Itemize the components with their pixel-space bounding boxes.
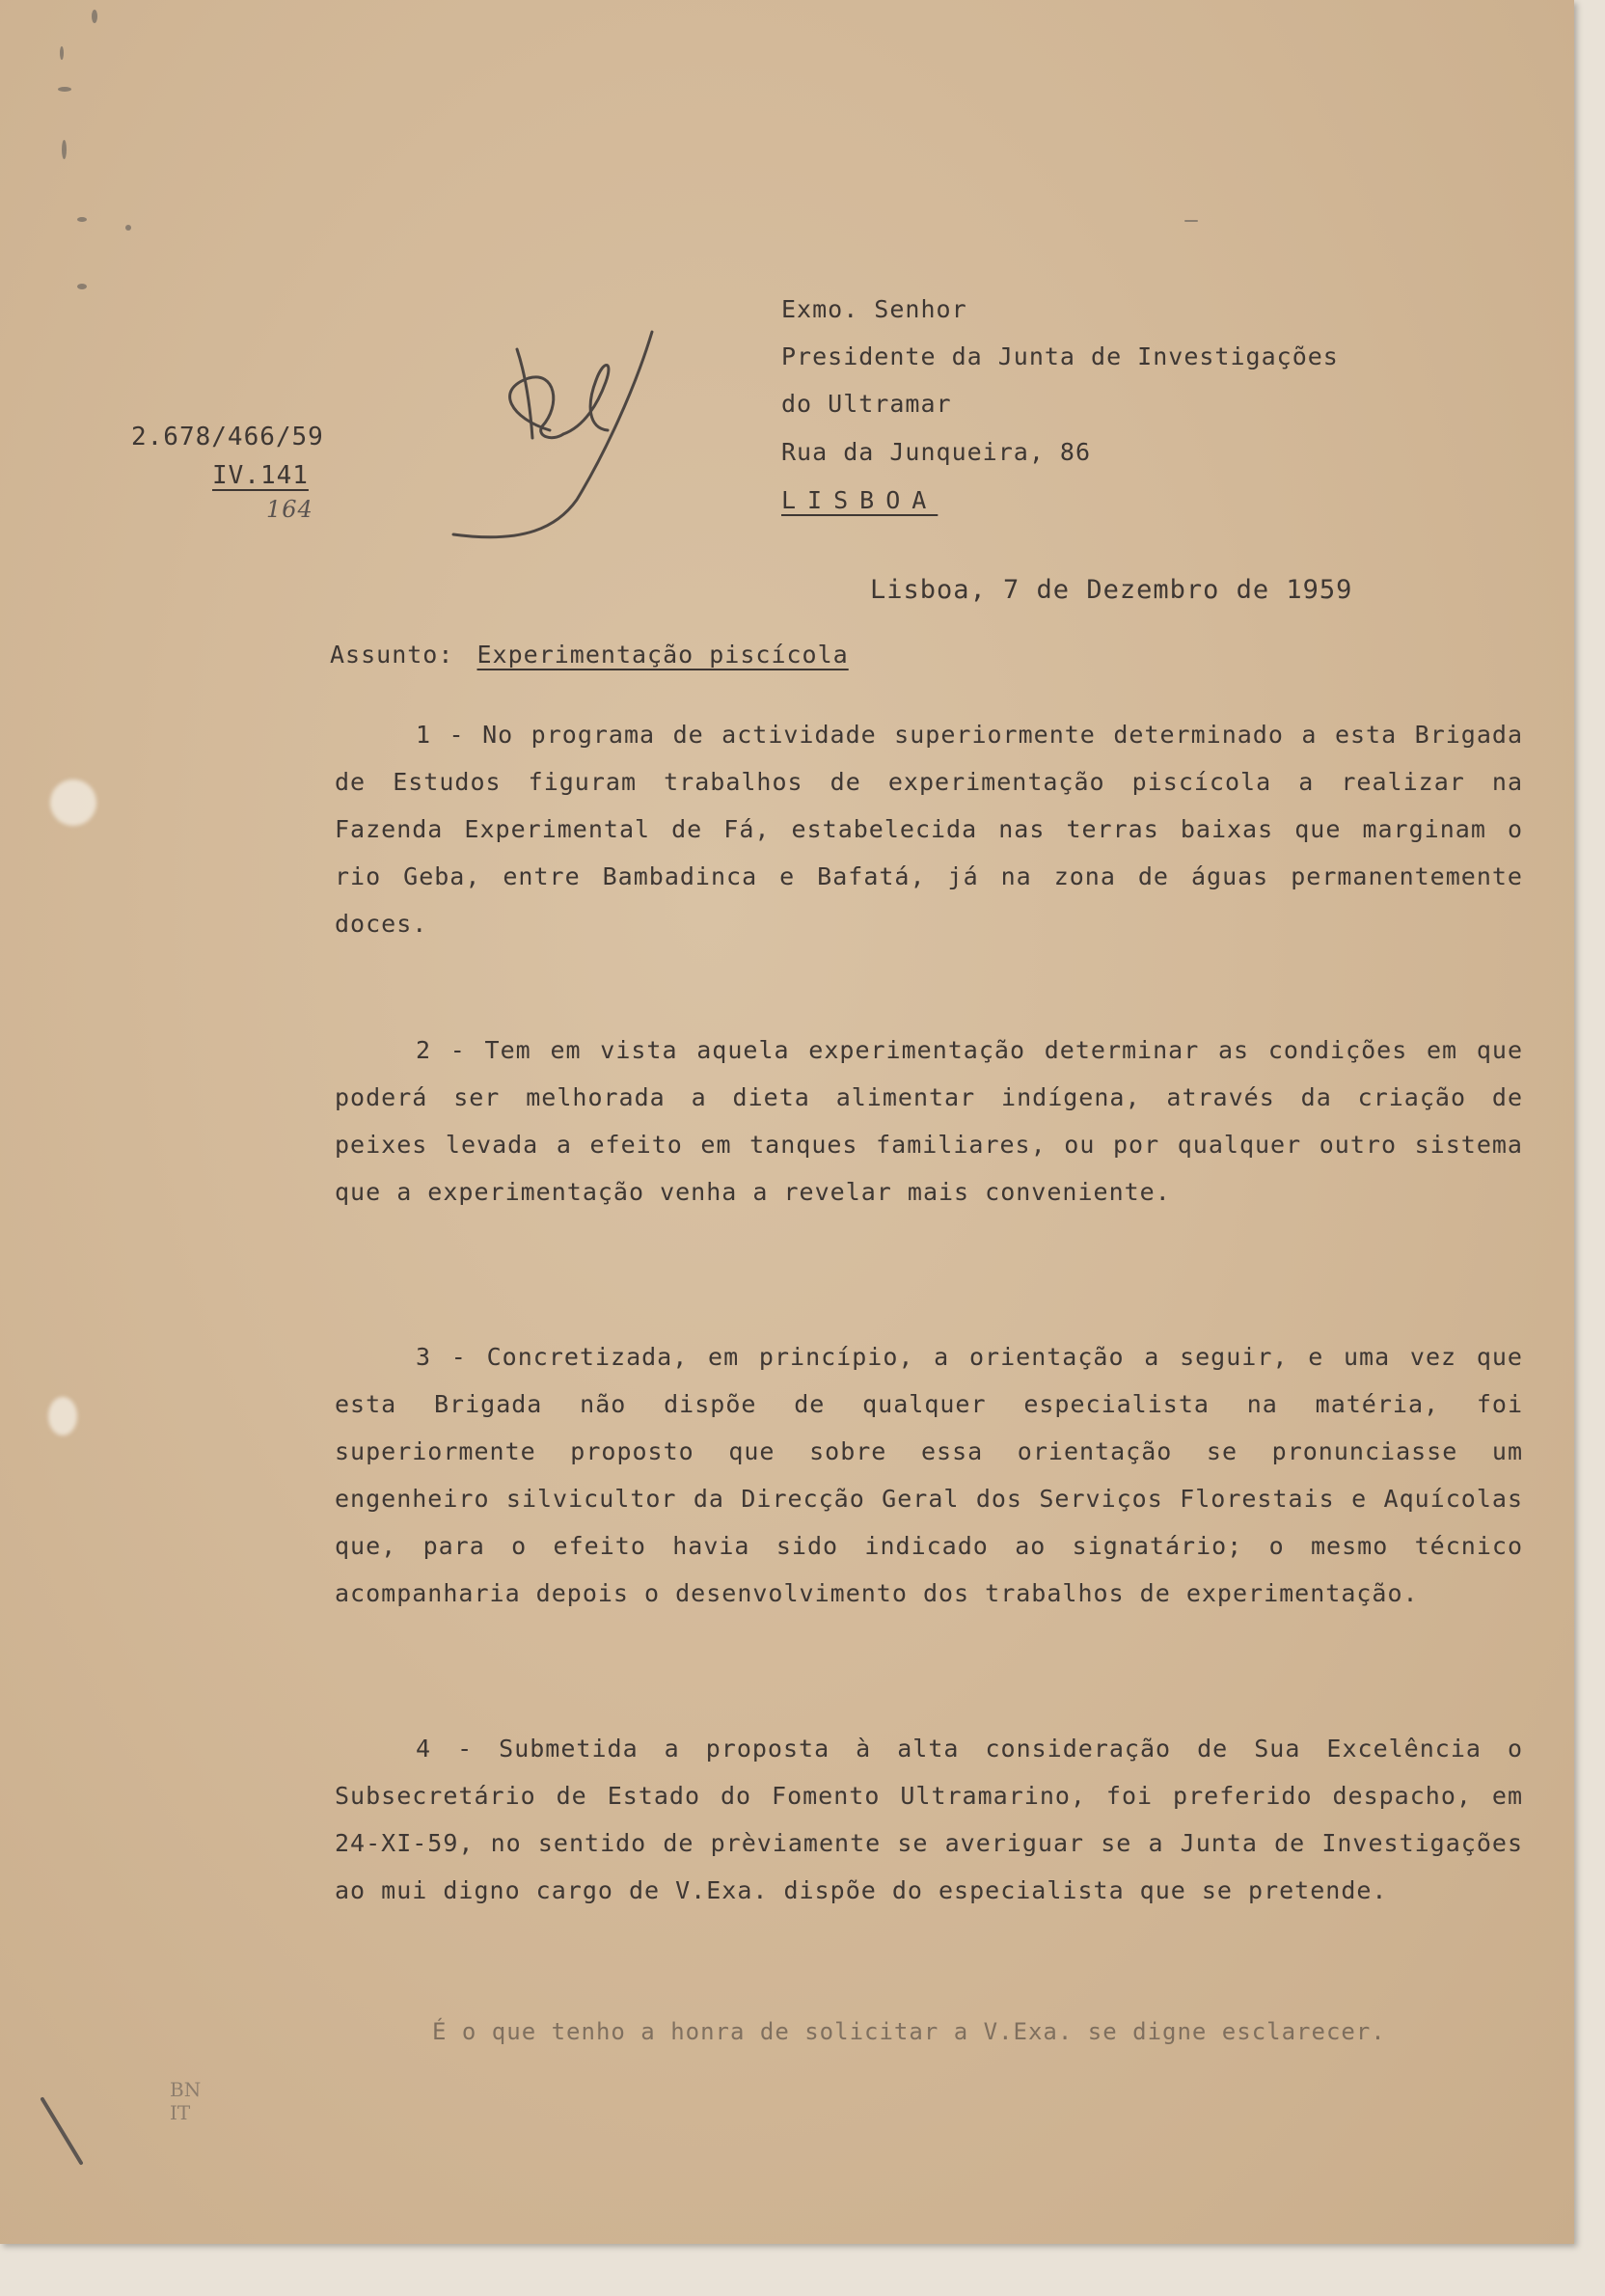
recipient-line-4: Rua da Junqueira, 86: [781, 438, 1092, 466]
ink-speck: [62, 140, 67, 159]
paper-wear: [50, 779, 96, 826]
ink-speck: [77, 284, 87, 289]
ink-speck: [92, 10, 97, 23]
ink-speck: [77, 217, 87, 222]
subject-label: Assunto:: [330, 641, 454, 669]
paragraph-1: 1 - No programa de actividade superiormente determinado a esta Brigada de Estudos figuram trabalhos de experimentação piscícola a realizar na Fazenda Experimental de Fá, estabelecida nas terras baixas que marginam o rio Geba, entre Bambadinca e Bafatá, já na zona de águas permanentemente doces.: [335, 721, 1523, 938]
closing-line: É o que tenho a honra de solicitar a V.Exa. se digne esclarecer.: [432, 2018, 1386, 2045]
date-line: Lisboa, 7 de Dezembro de 1959: [870, 575, 1353, 605]
margin-note-line-1: BN: [170, 2078, 202, 2101]
margin-note-line-2: IT: [170, 2101, 191, 2124]
ink-speck: [1184, 220, 1198, 222]
ink-speck: [58, 87, 71, 92]
ink-speck: [60, 46, 64, 60]
ink-speck: [125, 225, 131, 231]
margin-note: [170, 2078, 201, 2124]
recipient-line-3: do Ultramar: [781, 390, 952, 418]
recipient-line-1: Exmo. Senhor: [781, 295, 967, 323]
reference-code: IV.141: [212, 461, 309, 490]
reference-handwritten-number: 164: [266, 496, 313, 523]
reference-number: 2.678/466/59: [131, 423, 324, 451]
paragraph-2: 2 - Tem em vista aquela experimentação determinar as condições em que poderá ser melhorada a dieta alimentar indígena, através da criação de peixes levada a efeito em tanques familiares, ou por qualquer outro sistema que a experimentação venha a revelar mais conveniente.: [335, 1036, 1523, 1206]
paragraph-3: 3 - Concretizada, em princípio, a orientação a seguir, e uma vez que esta Brigada não dispõe de qualquer especialista na matéria, foi superiormente proposto que sobre essa orientação se pronunciasse um engenheiro silvicultor da Direcção Geral dos Serviços Florestais e Aquícolas que, para o efeito havia sido indicado ao signatário; o mesmo técnico acompanharia depois o desenvolvimento dos trabalhos de experimentação.: [335, 1343, 1523, 1607]
paper-wear: [48, 1397, 77, 1435]
subject-value: Experimentação piscícola: [476, 641, 849, 669]
subject-block: [330, 641, 849, 669]
handwritten-initials-signature: [444, 322, 675, 544]
margin-stroke: [35, 2093, 93, 2171]
recipient-city: LISBOA: [781, 486, 939, 514]
recipient-line-2: Presidente da Junta de Investigações: [781, 342, 1339, 370]
paragraph-4: 4 - Submetida a proposta à alta consideração de Sua Excelência o Subsecretário de Estado do Fomento Ultramarino, foi preferido despacho, em 24-XI-59, no sentido de prèviamente se averiguar se a Junta de Investigações ao mui digno cargo de V.Exa. dispõe do especialista que se pretende.: [335, 1735, 1523, 1904]
